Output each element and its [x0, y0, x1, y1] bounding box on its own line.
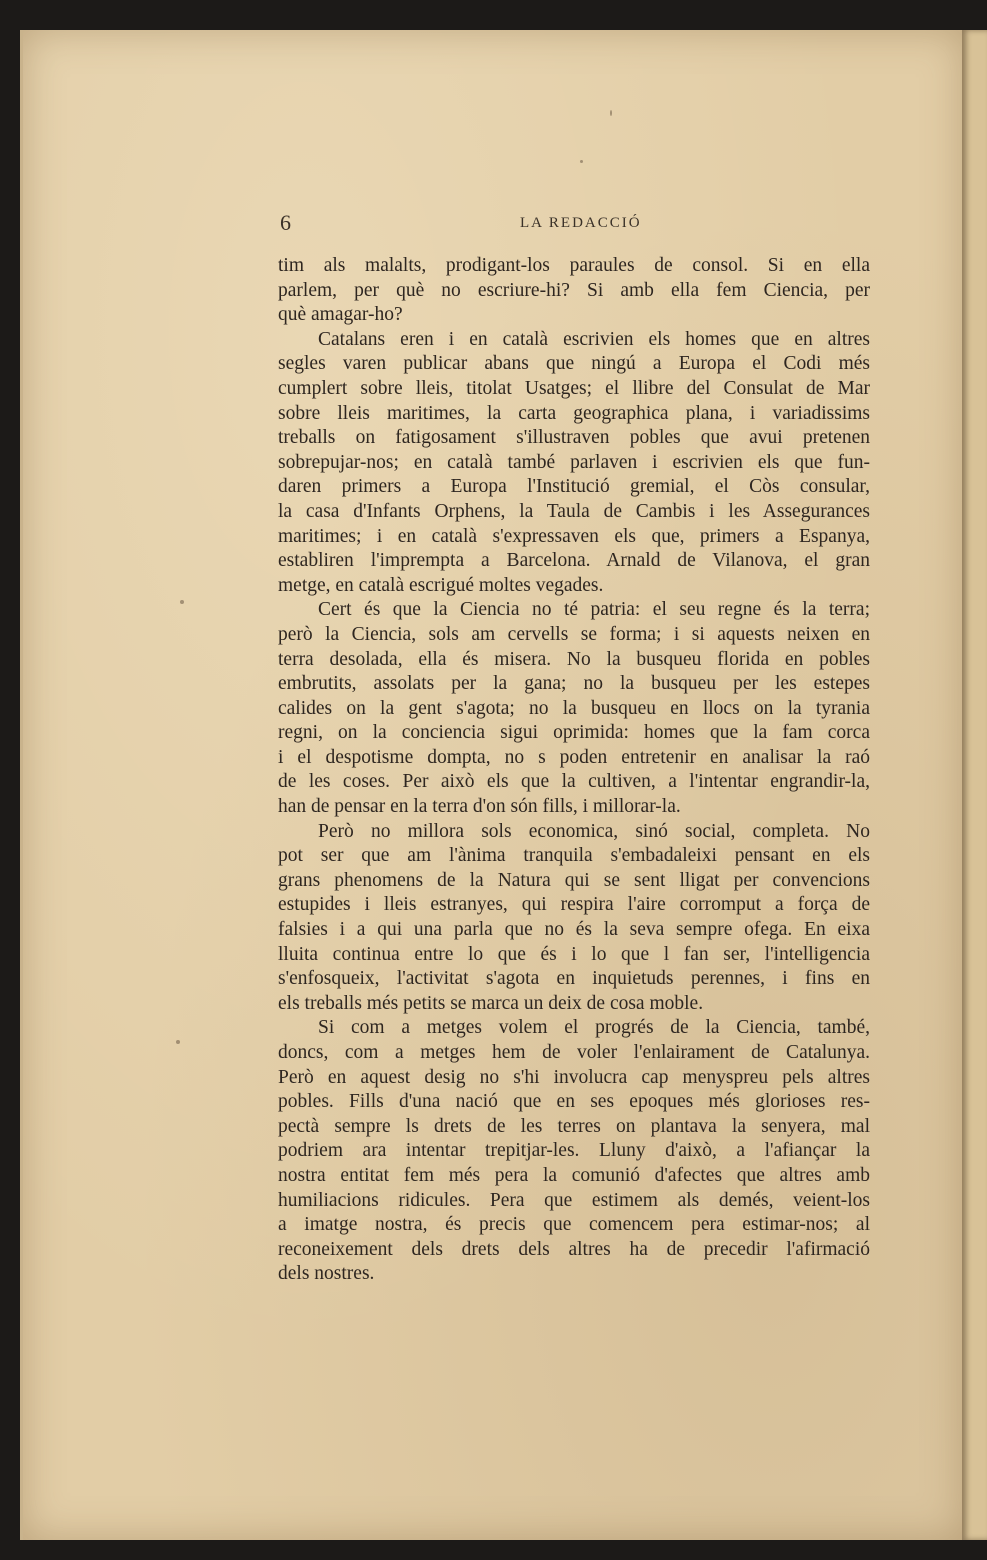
paper-speck [180, 600, 184, 604]
text-line: daren primers a Europa l'Institució gremial, el Còs consular, [278, 476, 870, 498]
text-line: i el despotisme dompta, no s poden entretenir en analisar la raó [278, 746, 870, 768]
paper-speck [610, 110, 612, 116]
text-line: de les coses. Per això els que la cultiven, a l'intentar engrandir-la, [278, 771, 870, 793]
text-line: han de pensar en la terra d'on són fills, i millorar-la. [278, 796, 681, 818]
text-line: què amagar-ho? [278, 304, 403, 326]
body-text [278, 254, 870, 1287]
text-line: Però no millora sols economica, sinó social, completa. No [318, 820, 870, 842]
text-line: falsies i a qui una parla que no és la seva sempre ofega. En eixa [278, 919, 870, 941]
text-line: pot ser que am l'ànima tranquila s'embadaleixi pensant en els [278, 845, 870, 867]
text-line: maritimes; i en català s'expressaven els que, primers a Espanya, [278, 525, 870, 547]
text-line: grans phenomens de la Natura qui se sent lligat per convencions [278, 869, 870, 891]
text-line: Cert és que la Ciencia no té patria: el seu regne és la terra; [318, 599, 870, 621]
paper-speck [176, 1040, 180, 1044]
text-line: la casa d'Infants Orphens, la Taula de Cambis i les Assegurances [278, 500, 870, 522]
text-line: però la Ciencia, sols am cervells se forma; i si aquests neixen en [278, 623, 870, 645]
text-line: embrutits, assolats per la gana; no la busqueu per les estepes [278, 673, 870, 695]
text-line: Si com a metges volem el progrés de la Ciencia, també, [318, 1017, 870, 1039]
page-number: 6 [280, 210, 291, 235]
running-head: LA REDACCIÓ [520, 215, 642, 231]
text-line: dels nostres. [278, 1263, 375, 1285]
page-edge [962, 30, 987, 1540]
text-line: Però en aquest desig no s'hi involucra cap menyspreu pels altres [278, 1066, 870, 1088]
text-line: parlem, per què no escriure-hi? Si amb ella fem Ciencia, per [278, 279, 870, 301]
text-line: podriem ara intentar trepitjar-les. Lluny d'això, a l'afiançar la [278, 1140, 870, 1162]
text-line: sobrepujar-nos; en català també parlaven i escrivien els que fun- [278, 451, 870, 473]
text-line: pobles. Fills d'una nació que en ses epoques més glorioses res- [278, 1091, 870, 1113]
text-line: establiren l'imprempta a Barcelona. Arnald de Vilanova, el gran [278, 550, 870, 572]
text-line: a imatge nostra, és precis que comencem pera estimar-nos; al [278, 1214, 870, 1236]
text-line: metge, en català escrigué moltes vegades. [278, 574, 604, 596]
text-line: sobre lleis maritimes, la carta geographica plana, i variadissims [278, 402, 870, 424]
text-line: estupides i lleis estranyes, qui respira l'aire corromput a força de [278, 894, 870, 916]
text-line: nostra entitat fem més pera la comunió d'afectes que altres amb [278, 1164, 870, 1186]
text-line: cumplert sobre lleis, titolat Usatges; el llibre del Consulat de Mar [278, 377, 870, 399]
text-line: Catalans eren i en català escrivien els homes que en altres [318, 328, 870, 350]
text-line: s'enfosqueix, l'activitat s'agota en inquietuds perennes, i fins en [278, 968, 870, 990]
text-line: pectà sempre ls drets de les terres on plantava la senyera, mal [278, 1115, 870, 1137]
text-line: tim als malalts, prodigant-los paraules de consol. Si en ella [278, 255, 870, 276]
page-header [280, 210, 870, 240]
text-line: els treballs més petits se marca un deix de cosa moble. [278, 992, 704, 1014]
text-line: regni, on la conciencia sigui oprimida: homes que la fam corca [278, 722, 870, 744]
text-line: treballs on fatigosament s'illustraven pobles que avui pretenen [278, 427, 870, 449]
text-line: doncs, com a metges hem de voler l'enlairament de Catalunya. [278, 1042, 870, 1063]
text-line: reconeixement dels drets dels altres ha de precedir l'afirmació [278, 1238, 870, 1260]
paper-speck [580, 160, 583, 163]
text-line: calides on la gent s'agota; no la busqueu en llocs on la tyrania [278, 697, 870, 719]
text-line: terra desolada, ella és misera. No la busqueu florida en pobles [278, 648, 870, 670]
text-line: segles varen publicar abans que ningú a Europa el Codi més [278, 353, 870, 375]
text-line: humiliacions ridicules. Pera que estimem als demés, veient-los [278, 1189, 870, 1211]
text-line: lluita continua entre lo que és i lo que l fan ser, l'intelligencia [278, 943, 870, 965]
